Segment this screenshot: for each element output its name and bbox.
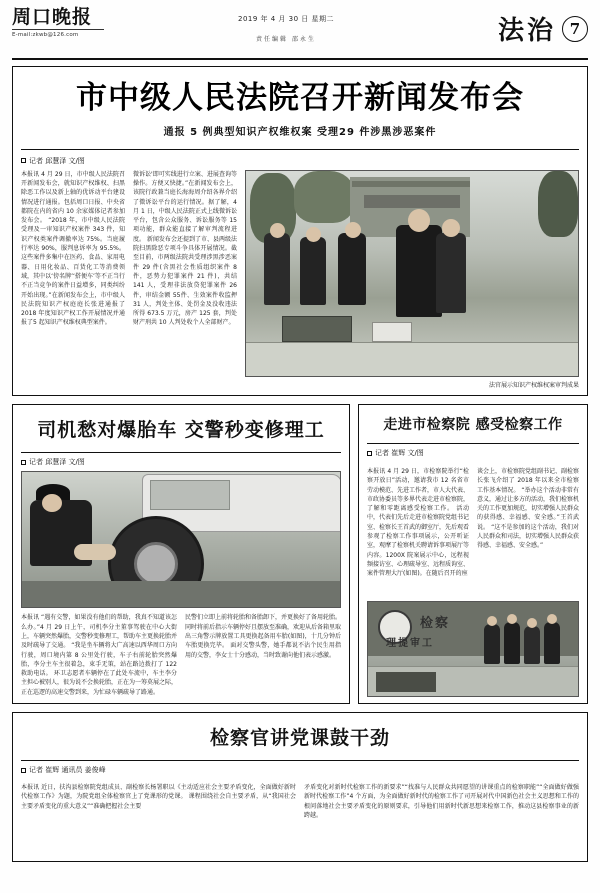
traffic-police-article (12, 404, 350, 704)
paper-name: 周口晚报 (12, 8, 104, 30)
byline-marker-icon (21, 460, 26, 465)
lead-headline: 市中级人民法院召开新闻发布会 (76, 80, 524, 116)
middle-row (12, 404, 588, 704)
procuratorate-article (358, 404, 588, 704)
page-number: 7 (562, 16, 588, 42)
traffic-headline: 司机愁对爆胎车 交警秒变修理工 (37, 419, 325, 441)
procuratorate-divider (367, 443, 579, 444)
lead-body (21, 170, 579, 389)
traffic-byline (21, 457, 341, 467)
traffic-divider (21, 452, 341, 453)
bottom-headline: 检察官讲党课鼓干劲 (209, 727, 390, 749)
bottom-divider (21, 760, 579, 761)
bottom-body (21, 783, 579, 855)
traffic-body (21, 613, 341, 697)
traffic-byline-text: 记者 邱慧泽 文/图 (29, 458, 85, 466)
party-lecture-article (12, 712, 588, 862)
masthead-right (468, 8, 588, 47)
lead-byline-text: 记者 邱慧泽 文/图 (29, 156, 85, 165)
section-title: 法治 (497, 16, 556, 46)
procuratorate-column-1: 本报讯 4 月 29 日，市检察院举行“检察开放日”活动，邀请我市 12 名省市劳动模范、先进工作者，市人大代表、市政协委员等多界代表走进市检察院，了解和零距离感受检察工作。 活动中，代表们先后走进市检察院党组书记室、检察长王首武的御室厅，先后观看参观了检察工作事项展示，公开听证室，观摩了检察机关聘请诉事项展厅等内容。1200X 院案展示中心，远程视频接访室、心理疏导室、远程质询室、案件管理大厅(如图)。在随后召开的座 (367, 468, 470, 578)
lead-photo-wrap (245, 170, 579, 389)
lead-subhead: 通报 5 例典型知识产权维权案 受理29 件涉黑涉恶案件 (163, 126, 437, 138)
masthead-center (104, 8, 468, 43)
masthead (12, 8, 588, 60)
lead-column-2: 微诉讼'即可实线进行立案、进展查询等操作。方便又快捷。”在新闻发布会上，该院行政兼当庭长海海周介绍各界介绍了微诉讼平台的运行情况。据了解，4 月 1 日，中级人民法院正式上线微诉讼平台，包含公众服务、诉讼服务等 15 项功能，群众能直接了解审判流程进度。 新闻发布会还提到了市、县两级法院扫黑除恶专项斗争具体开展情况。截至目前，市两级法院共受理涉黑涉恶案件 29 件(含黑社会性质组织案件 8 件，恶势力犯罪案件 21 件)，共结 141 人，受理非法放贷犯罪案件 26 件，审结金额 55件、生效案件收监押 31 人，判处主体、处罚金及没收违法所得 673.5 万元，房产 125 套，判处财产刑共 10 人判处收个人全部财产。 (133, 170, 237, 327)
lead-column-1: 本报讯 4 月 29 日，市中级人民法院召开新闻发布会，就知识产权维权、扫黑除恶工作以及新上轴的优诉动平台建设情况进行通报。包括周口日报、中央省都院在内的省内 10 余家媒体记者参加发布会。 “2018 年，市中级人民法院受理及一审知识产权案件 343 件，知识产权类案件调撤率达 75%。当庭履行率达 90%，服判息诉率为 95.5%。这些案件多集中在医药、食品、家用电器、日用化妆品、百货化工等消费领域，其中以‘傍名牌’‘搭便车’等不正当行不正当竞争的案件日益增多，同类纠纷开始出现。”在新闻发布会上，市中级人民法院知识产权庭庭长张进通报了 2018 年度知识产权工作开展情况并通报了5 起知识产权维权典型案件。 (21, 170, 125, 327)
editor-credit: 责任编辑 邵永生 (256, 36, 316, 43)
byline-marker-icon (21, 768, 26, 773)
traffic-column-1: 本报讯 “遇有交警，如果没有他们的帮助，我真不知道该怎么办。”4 月 29 日上午，司机李分主董事驾驶在中心大街上，车辆突然爆胎，交警秒变修理工，帮助车主更换轮胎并及时疏导了交通。 “我是坐车辆将大广高速以西华周口方向行驶，周口境内第 8 公里处行驶，车子右前轮胎突然爆胎，李分主车主很着急，束手无策，站在路边拨打了 122 救助电话。 环卫志愿者车辆停在了此处车流中，车主李分主担心被别人，很为说不会换轮胎，正在为一筹莫展之际，正在巡逻的高速交警到来，为忙碌车辆疏导了路通。 (21, 614, 178, 696)
bottom-byline-text: 记者 崔辉 通讯员 姜俊峰 (29, 766, 106, 774)
lead-divider (21, 149, 579, 150)
lead-article (12, 66, 588, 396)
procuratorate-headline: 走进市检察院 感受检察工作 (383, 417, 563, 433)
procuratorate-body (367, 467, 579, 596)
traffic-column-2: 民警们立即上前将轮胎和备胎卸下，并更换好了备用轮胎。同时将前后指示车辆停好且摆放至准确，欢迎从后备箱里取出三角警示牌放置工具更换起备用车胎(如图)，十几分钟后车胎更换完毕。 面对交警头警，她手都说不沾个民生用指用的交警，李女士十分感动，当时致谢向他们表示感激。 (185, 614, 342, 659)
traffic-photo (21, 471, 341, 608)
lead-byline (21, 156, 579, 166)
bottom-column-2: 矛盾变化对新时代检察工作的新要求”“找准与人民群众共同愿望的讲课重点的检察职能”“全面做好做强新时代检察工作”4 个方面，为全面做好新时代的检察工作了司开展对代中国新色社会主义思想和工作的根问落地社会主要矛盾变化的原则要求，引导他们用新时代新思想来检察工作，推动这县检察事业的新跨越。 (304, 784, 579, 819)
issue-date: 2019 年 4 月 30 日 星期二 (237, 15, 335, 23)
bottom-column-1: 本报讯 近日，扶沟县检察院党组成员、副检察长杨署职以《主动适应社会主要矛盾变化，全面做好新时代检察工作》为题，为院党组全体检察官上了党课形的党课。 课程围绕社会自主要矛盾，从“我国社会主要矛盾变化的重大意义”“准确把握社会主要 (21, 784, 296, 810)
byline-marker-icon (367, 451, 372, 456)
lead-photo (245, 170, 579, 377)
procuratorate-column-2: 谈会上，市检察院党组副书记、副检察长张飞介绍了 2018 年以来全市检察工作基本情况。 “举办这个活动非常有意义，通过让多方的活动，我们检察机关的工作更加规范，切实增强人民群众的获得感、幸福感、安全感。”王首武说。 “这不是参加的这个活动，我们对人民群众和司法，切实增强人民群众获得感、幸福感、安全感。” (477, 468, 580, 550)
procuratorate-byline-text: 记者 崔辉 文/图 (375, 449, 424, 457)
procuratorate-byline (367, 448, 579, 458)
lead-photo-caption: 法官展示知识产权维权案审判成果 (488, 382, 579, 389)
paper-email: E-mail:zkwb@126.com (12, 31, 79, 38)
paper-logo (12, 8, 104, 38)
bottom-byline (21, 765, 579, 775)
procuratorate-photo: 检察 理提审工 (367, 601, 579, 697)
byline-marker-icon (21, 158, 26, 163)
